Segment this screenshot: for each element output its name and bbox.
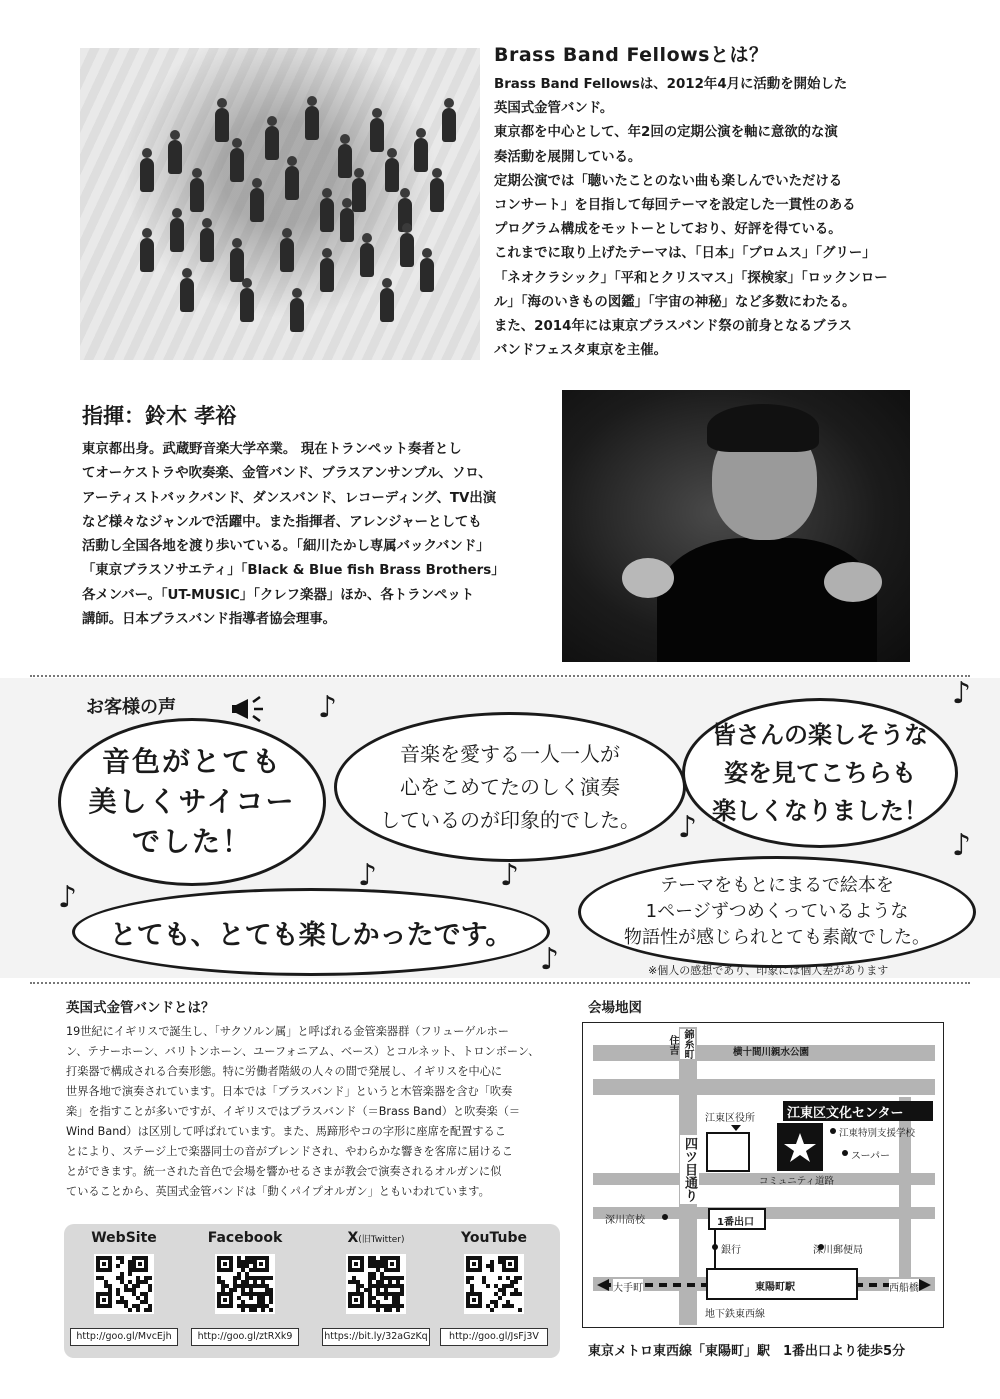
map-label-exit1: 1番出口 [717, 1217, 754, 1228]
map-label-venue: 江東区文化センター [787, 1106, 904, 1121]
qr-module [518, 1292, 522, 1296]
conductor-left-hand [622, 558, 674, 598]
qr-module [376, 1308, 380, 1312]
band-member-figure [168, 140, 182, 174]
qr-module [241, 1308, 245, 1312]
road-second [593, 1079, 935, 1095]
band-member-head [342, 198, 352, 208]
band-member-figure [250, 188, 264, 222]
conductor-bio [82, 438, 552, 632]
qr-finder-pattern [217, 1292, 233, 1308]
qr-module [120, 1260, 124, 1264]
conductor-line: てオーケストラや吹奏楽、金管バンド、ブラスアンサンブル、ソロ、 [82, 466, 492, 482]
band-member-figure [430, 178, 444, 212]
qr-code-icon[interactable] [346, 1254, 406, 1314]
band-member-figure [360, 243, 374, 277]
about-line: 東京都を中心として、年2回の定期公演を軸に意欲的な演 [494, 125, 838, 141]
about-line: コンサート」を目指して毎回テーマを設定した一貫性のある [494, 198, 856, 214]
bubble-text: 音楽を愛する一人一人が 心をこめてたのしく演奏 しているのが印象的でした。 [380, 741, 640, 832]
qr-module [400, 1304, 404, 1308]
about-line: バンドフェスタ東京を主催。 [494, 343, 668, 359]
about-line: ル」「海のいきもの図鑑」「宇宙の神秘」など多数にわたる。 [494, 294, 856, 310]
qr-module [486, 1284, 490, 1288]
band-member-head [340, 134, 350, 144]
band-member-head [287, 156, 297, 166]
conductor-line: 東京都出身。武蔵野音楽大学卒業。 現在トランペット奏者とし [82, 442, 462, 457]
conductor-line: 「東京ブラスソサエティ」「Black & Blue fish Brass Brothers」 [82, 563, 505, 579]
url-field[interactable]: http://goo.gl/ztRXk9 [191, 1328, 299, 1346]
conductor-line: 各メンバー。「UT-MUSIC」「クレフ楽器」ほか、各トランペット [82, 587, 475, 603]
qr-module [498, 1296, 502, 1300]
conductor-right-hand [824, 562, 882, 602]
qr-module [136, 1284, 140, 1288]
music-note-icon: ♪ [540, 942, 560, 977]
band-member-figure [385, 158, 399, 192]
english-band-title: 英国式金管バンドとは？ [66, 1000, 215, 1016]
band-member-head [192, 168, 202, 178]
band-member-head [432, 168, 442, 178]
english-band-line: 楽」を指すことが多いですが、イギリスではブラスバンド（＝Brass Band）と吹奏楽（＝ [66, 1105, 521, 1118]
megaphone-icon [232, 694, 272, 722]
bubble-text: 皆さんの楽しそうな 姿を見てこちらも 楽しくなりました！ [712, 721, 928, 825]
map-label-sumiyoshi: 住吉 [667, 1035, 678, 1055]
music-note-icon: ♪ [952, 828, 972, 863]
qr-module [269, 1308, 273, 1312]
qr-module [356, 1288, 360, 1292]
map-label-nishifunabashi: 西船橋 [889, 1279, 919, 1294]
music-note-icon: ♪ [318, 690, 338, 725]
qr-module [380, 1264, 384, 1268]
qr-module [518, 1308, 522, 1312]
band-member-figure [305, 106, 319, 140]
qr-module [490, 1268, 494, 1272]
link-label-main: X [347, 1230, 359, 1246]
conductor-photo [562, 390, 910, 662]
band-member-head [267, 116, 277, 126]
band-member-head [282, 228, 292, 238]
conductor-hair [707, 404, 819, 452]
qr-module [249, 1296, 253, 1300]
qr-module [518, 1276, 522, 1280]
about-line: Brass Band Fellowsは、2012年4月に活動を開始した [494, 77, 848, 92]
fukagawa-hs-dot [662, 1214, 668, 1220]
band-member-head [307, 96, 317, 106]
qr-finder-pattern [466, 1256, 482, 1272]
qr-module [494, 1304, 498, 1308]
qr-module [249, 1268, 253, 1272]
map-label-ootemachi: 大手町 [613, 1279, 643, 1294]
map-label-community: コミュニティ道路 [759, 1176, 835, 1187]
music-note-icon: ♪ [358, 858, 378, 893]
speech-bubble-picture-book [578, 856, 976, 968]
bubble-text: 音色がとても 美しくサイコー でした！ [88, 745, 296, 858]
qr-module [470, 1288, 474, 1292]
qr-finder-pattern [466, 1292, 482, 1308]
band-member-head [354, 168, 364, 178]
voices-disclaimer: ※個人の感想であり、印象には個人差があります [648, 964, 889, 977]
map-label-bank: 銀行 [721, 1245, 741, 1256]
link-website[interactable] [66, 1230, 182, 1346]
music-note-icon: ♪ [500, 858, 520, 893]
qr-module [249, 1260, 253, 1264]
qr-finder-pattern [348, 1256, 364, 1272]
qr-module [108, 1288, 112, 1292]
band-member-head [292, 288, 302, 298]
band-member-head [322, 188, 332, 198]
qr-module [261, 1308, 265, 1312]
band-member-head [202, 218, 212, 228]
english-band-line: 世界各地で演奏されています。日本では「ブラスバンド」というと木管楽器を含む「吹奏 [66, 1085, 513, 1098]
band-member-head [387, 148, 397, 158]
band-member-head [232, 238, 242, 248]
qr-module [396, 1308, 400, 1312]
band-group-photo [80, 48, 480, 360]
qr-finder-pattern [502, 1256, 518, 1272]
about-line: プログラム構成をモットーとしており、好評を得ている。 [494, 222, 842, 238]
band-member-head [232, 138, 242, 148]
link-label: Facebook [207, 1230, 283, 1246]
qr-module [136, 1308, 140, 1312]
english-band-line: ン、テナーホーン、バリトンホーン、ユーフォニアム、ベース）とコルネット、トロンボーン、 [66, 1045, 540, 1058]
link-x[interactable] [318, 1230, 434, 1346]
qr-module [400, 1292, 404, 1296]
conductor-line: アーティストバックバンド、ダンスバンド、レコーディング、TV出演 [82, 490, 497, 506]
english-band-body [66, 1022, 558, 1202]
band-member-head [362, 233, 372, 243]
band-member-figure [230, 248, 244, 282]
qr-finder-pattern [96, 1256, 112, 1272]
qr-module [148, 1276, 152, 1280]
band-member-head [217, 98, 227, 108]
url-field[interactable]: http://goo.gl/MvcEjh [70, 1328, 178, 1346]
speech-bubble-fun [682, 698, 958, 848]
band-member-figure [442, 108, 456, 142]
map-access-caption: 東京メトロ東西線「東陽町」駅 1番出口より徒歩5分 [588, 1344, 906, 1359]
conductor-title: 指揮：鈴木 孝裕 [82, 404, 237, 428]
english-band-line: Wind Band）は区別して呼ばれています。また、馬蹄形やコの字形に座席を配置するこ [66, 1125, 506, 1138]
link-label: WebSite [91, 1230, 157, 1246]
map-title: 会場地図 [588, 1000, 642, 1016]
divider-top [30, 675, 970, 677]
english-band-line: 打楽器で構成される合奏形態。特に労働者階級の人々の間で発展し、イギリスを中心に [66, 1065, 503, 1078]
band-member-figure [215, 108, 229, 142]
url-field[interactable]: http://goo.gl/JsFj3V [440, 1328, 548, 1346]
english-band-line: 19世紀にイギリスで誕生し、「サクソルン属」と呼ばれる金管楽器群（フリューゲルホー [66, 1025, 509, 1038]
bubble-text: とても、とても楽しかったです。 [109, 919, 513, 951]
qr-module [470, 1276, 474, 1280]
map-label-park: 横十間川親水公園 [733, 1047, 810, 1058]
qr-module [514, 1280, 518, 1284]
qr-module [498, 1276, 502, 1280]
music-note-icon: ♪ [952, 676, 972, 711]
divider-bottom [30, 982, 970, 984]
band-member-head [170, 130, 180, 140]
band-member-figure [414, 138, 428, 172]
about-line: これまでに取り上げたテーマは、「日本」「ブロムス」「グリー」 [494, 246, 876, 262]
about-line: また、2014年には東京ブラスバンド祭の前身となるブラス [494, 319, 852, 335]
band-member-figure [190, 178, 204, 212]
conductor-line: 活動し全国各地を渡り歩いている。「細川たかし専属バックバンド」 [82, 539, 490, 555]
band-member-figure [265, 126, 279, 160]
map-label-fukagawa-hs: 深川高校 [605, 1215, 645, 1226]
qr-module [116, 1264, 120, 1268]
qr-code-icon[interactable] [215, 1254, 275, 1314]
qr-module [128, 1308, 132, 1312]
band-member-head [444, 98, 454, 108]
band-member-figure [230, 148, 244, 182]
qr-module [400, 1276, 404, 1280]
band-member-head [182, 268, 192, 278]
about-line: 英国式金管バンド。 [494, 101, 614, 117]
band-member-head [416, 128, 426, 138]
band-member-figure [380, 288, 394, 322]
band-member-figure [352, 178, 366, 212]
qr-module [148, 1288, 152, 1292]
qr-finder-pattern [348, 1292, 364, 1308]
url-field[interactable]: https://bit.ly/32aGzKq [322, 1328, 430, 1346]
band-member-figure [400, 233, 414, 267]
map-label-school: 江東特別支援学校 [839, 1128, 916, 1139]
band-member-figure [140, 158, 154, 192]
qr-module [384, 1296, 388, 1300]
link-label [318, 1230, 434, 1252]
map-label-post: 深川郵便局 [813, 1245, 863, 1256]
band-member-head [142, 148, 152, 158]
conductor-line: など様々なジャンルで活躍中。また指揮者、アレンジャーとしても [82, 514, 482, 530]
qr-module [388, 1308, 392, 1312]
qr-finder-pattern [96, 1292, 112, 1308]
link-label: YouTube [461, 1230, 527, 1246]
qr-module [498, 1260, 502, 1264]
english-band-line: ていることから、英国式金管バンドは「動くパイプオルガン」ともいわれています。 [66, 1185, 490, 1198]
voices-header: お客様の声 [86, 697, 176, 718]
band-member-head [142, 228, 152, 238]
band-member-figure [370, 118, 384, 152]
qr-module [253, 1308, 257, 1312]
conductor-line: 講師。日本ブラスバンド指導者協会理事。 [82, 612, 337, 628]
band-member-figure [280, 238, 294, 272]
qr-finder-pattern [253, 1256, 269, 1272]
band-member-head [172, 208, 182, 218]
qr-code-icon[interactable] [94, 1254, 154, 1314]
qr-module [269, 1276, 273, 1280]
link-facebook[interactable] [187, 1230, 303, 1346]
qr-module [221, 1288, 225, 1292]
about-line: 「ネオクラシック」「平和とクリスマス」「探検家」「ロックンロー [494, 270, 888, 286]
link-youtube[interactable] [436, 1230, 552, 1346]
band-member-head [400, 188, 410, 198]
band-member-figure [340, 208, 354, 242]
about-line: 定期公演では「聴いたことのない曲も楽しんでいただける [494, 173, 843, 189]
music-note-icon: ♪ [678, 810, 698, 845]
school-dot [830, 1128, 836, 1134]
band-member-head [422, 248, 432, 258]
music-note-icon: ♪ [58, 880, 78, 915]
qr-code-icon[interactable] [464, 1254, 524, 1314]
map-label-yotsume: 四ツ目通り [682, 1137, 697, 1202]
english-band-line: とができます。統一された音色で会場を響かせるさまが教会で演奏されるオルガンに似 [66, 1165, 502, 1178]
band-member-figure [285, 166, 299, 200]
band-member-head [402, 223, 412, 233]
qr-module [510, 1304, 514, 1308]
map-label-toyocho: 東陽町駅 [755, 1282, 795, 1293]
band-member-head [252, 178, 262, 188]
speech-bubble-very-fun [72, 888, 550, 976]
band-member-head [372, 108, 382, 118]
band-member-figure [200, 228, 214, 262]
band-member-figure [290, 298, 304, 332]
english-band-line: とにより、ステージ上で楽器同士の音がブレンドされ、やわらかな響きを客席に届けるこ [66, 1145, 513, 1158]
band-member-figure [320, 198, 334, 232]
qr-module [233, 1288, 237, 1292]
band-member-figure [320, 258, 334, 292]
band-member-figure [140, 238, 154, 272]
map-label-ward-office: 江東区役所 [705, 1113, 755, 1124]
band-member-head [382, 278, 392, 288]
ward-office-marker-icon [731, 1125, 741, 1131]
qr-module [269, 1300, 273, 1304]
map-label-nishikicho: 錦糸町 [682, 1029, 693, 1059]
band-member-head [242, 278, 252, 288]
band-member-figure [420, 258, 434, 292]
venue-map[interactable] [582, 1022, 944, 1328]
map-label-super: スーパー [851, 1151, 890, 1162]
super-dot [842, 1150, 848, 1156]
about-body [494, 73, 926, 363]
speech-bubble-tone [58, 718, 326, 886]
band-member-head [322, 248, 332, 258]
qr-finder-pattern [217, 1256, 233, 1272]
qr-module [490, 1308, 494, 1312]
qr-module [128, 1272, 132, 1276]
band-member-figure [180, 278, 194, 312]
bubble-text: テーマをもとにまるで絵本を 1ページずつめくっているような 物語性が感じられとても素敵でした。 [624, 875, 930, 948]
qr-module [502, 1292, 506, 1296]
link-label-sub: (旧Twitter) [358, 1235, 405, 1245]
about-line: 奏活動を展開している。 [494, 149, 642, 165]
qr-module [148, 1308, 152, 1312]
speech-bubble-love-music [334, 712, 686, 862]
band-member-figure [170, 218, 184, 252]
map-label-tozai: 地下鉄東西線 [705, 1309, 765, 1320]
about-title: Brass Band Fellowsとは？ [494, 44, 769, 66]
band-member-figure [338, 144, 352, 178]
band-member-figure [240, 288, 254, 322]
ward-office-building [707, 1133, 749, 1171]
qr-finder-pattern [384, 1256, 400, 1272]
qr-finder-pattern [132, 1256, 148, 1272]
